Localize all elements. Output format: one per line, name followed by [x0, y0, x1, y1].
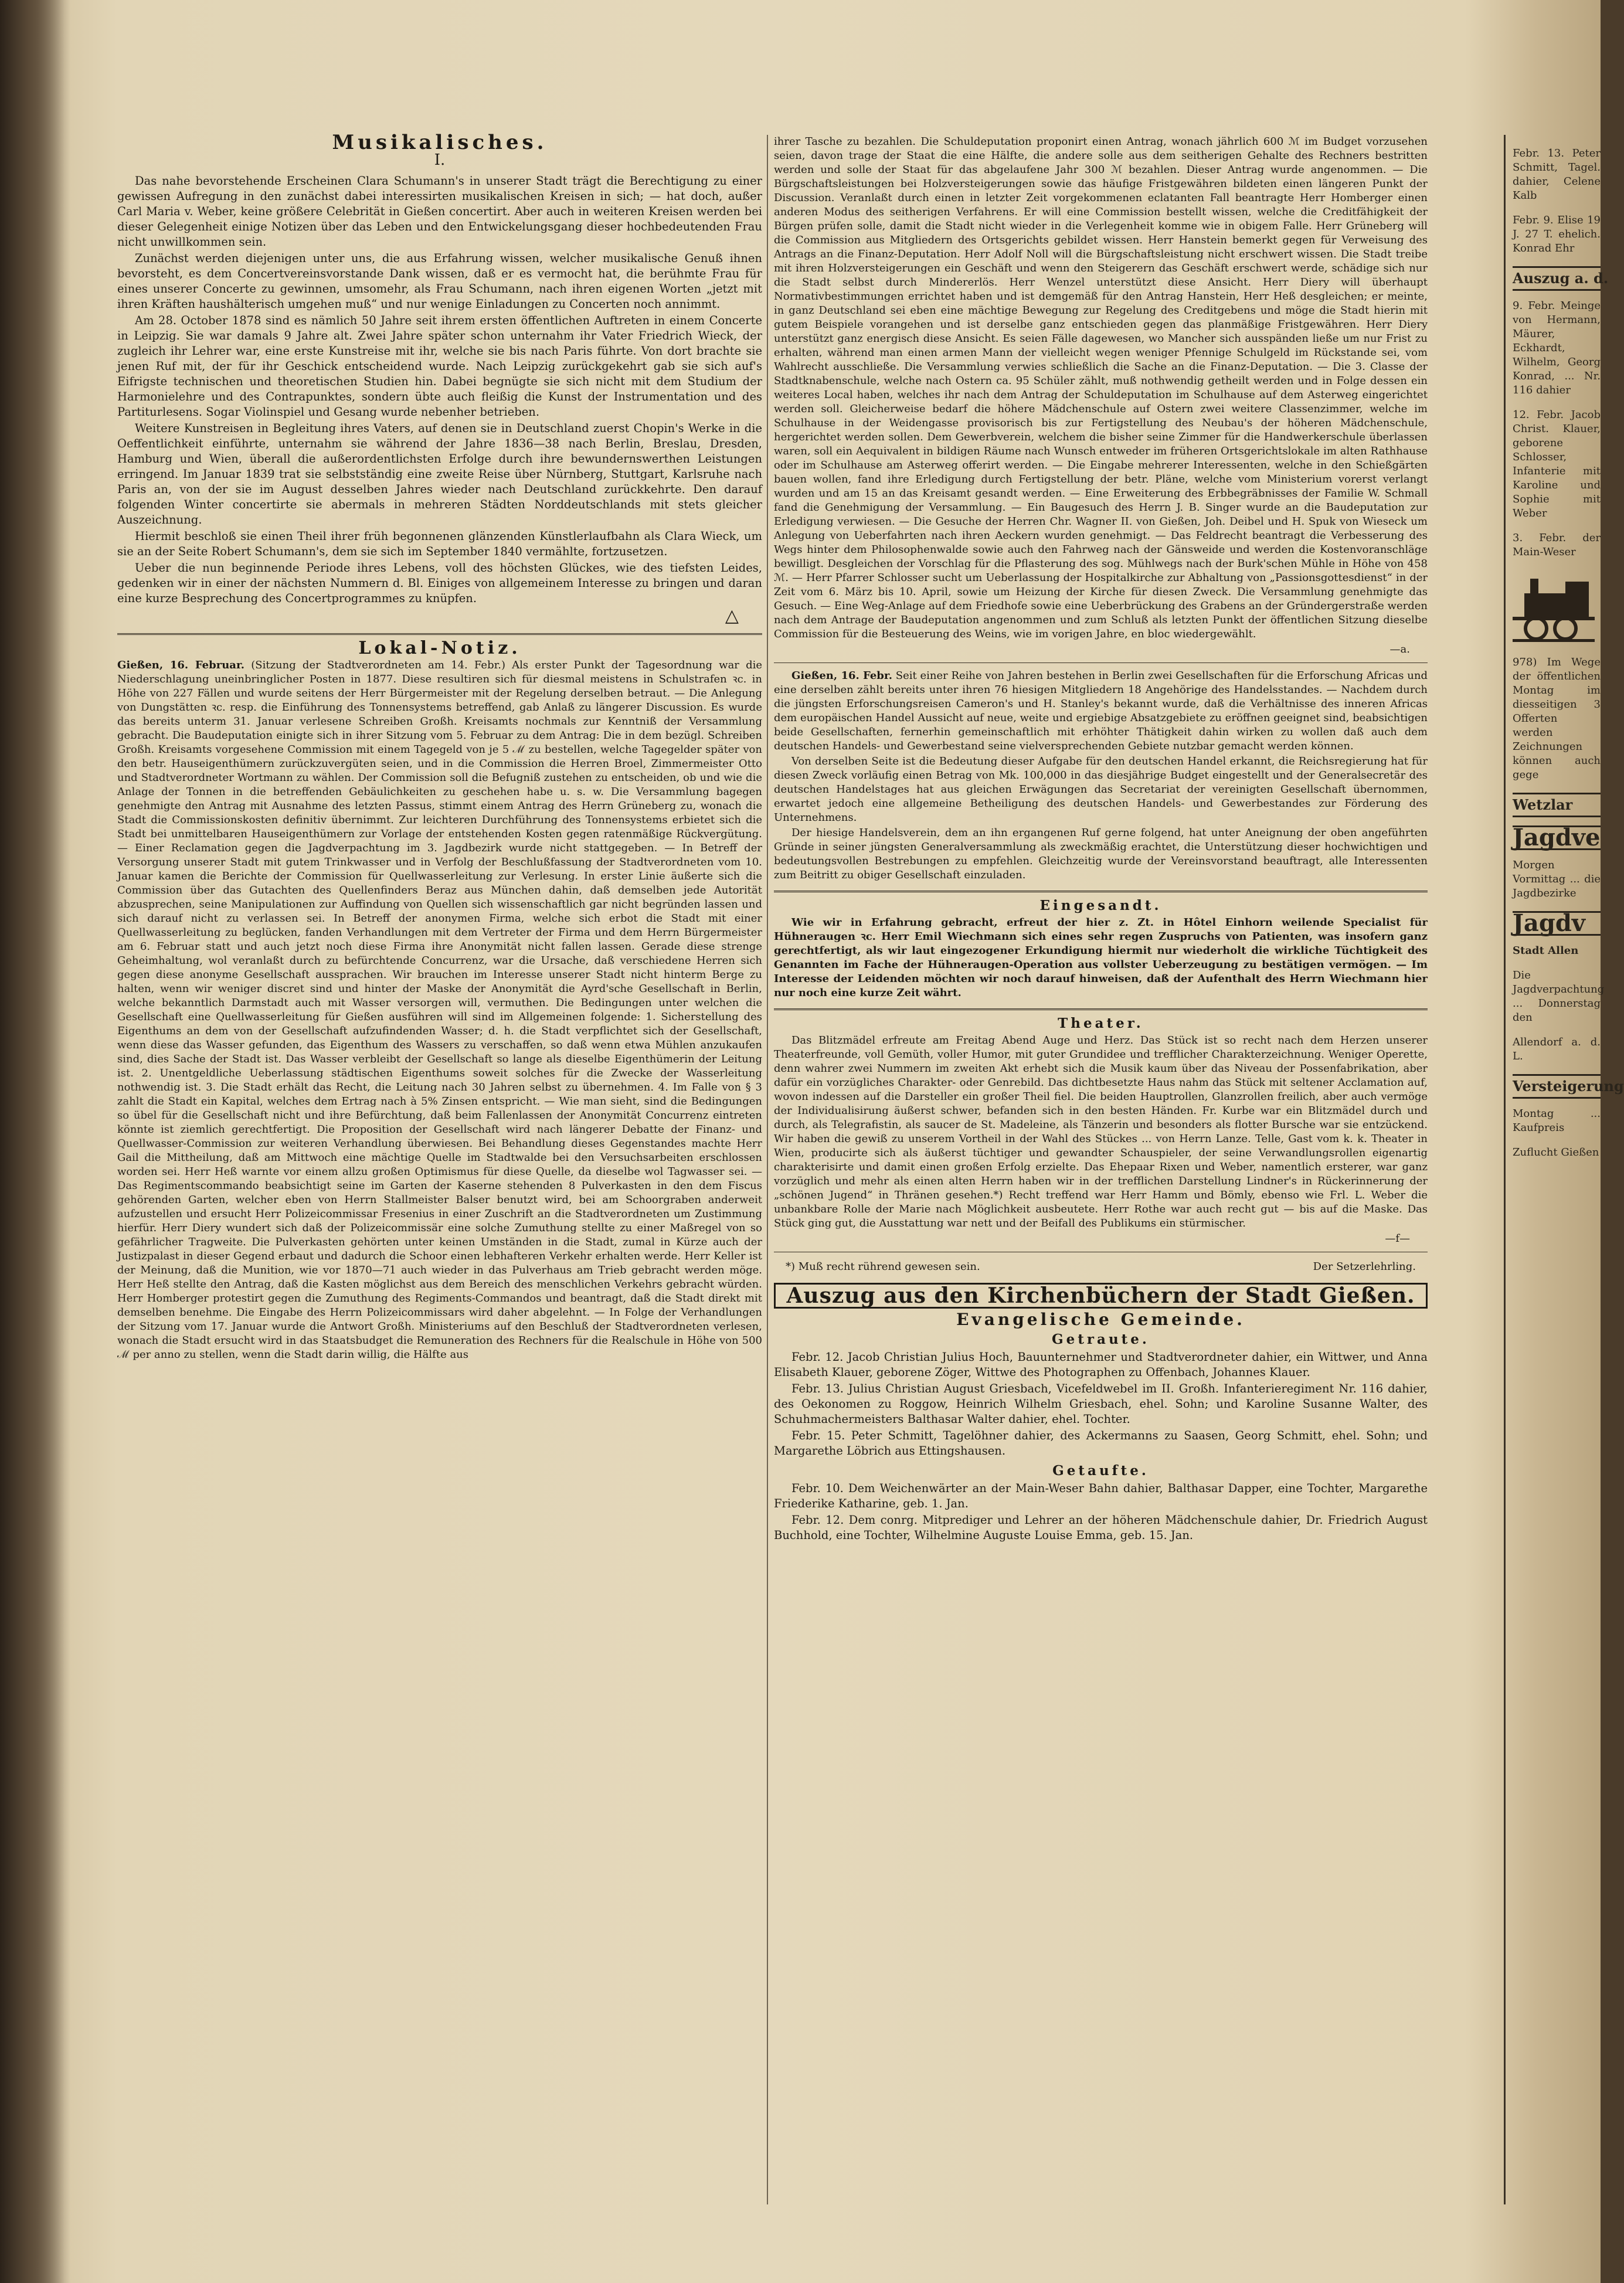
- getraute-entry: Febr. 15. Peter Schmitt, Tagelöhner dahier, des Ackermanns zu Saasen, Georg Schmitt, ehel. Sohn; und Margarethe Löbrich aus Ettingshausen.: [774, 1429, 1428, 1458]
- eingesandt-text: Wie wir in Erfahrung gebracht, erfreut der hier z. Zt. in Hôtel Einhorn weilende Specialist für Hühneraugen ꝛc. Herr Emil Wiechmann sich eines sehr regen Zuspruchs von Patienten, was insofern ganz gerechtfertigt, als wir laut eingezogener Erkundigung hiermit nur wiederholt die wirkliche Tüchtigkeit des Genannten im Fache der Hühneraugen-Operation aus vollster Ueberzeugung zu bestätigen vermögen. — Im Interesse der Leidenden möchten wir noch darauf hinweisen, daß der Aufenthalt des Herrn Wiechmann hier nur noch eine kurze Zeit währt.: [774, 916, 1428, 999]
- lokal-title: Lokal-Notiz.: [358, 638, 521, 658]
- edge-fragment: Stadt Allen: [1513, 945, 1579, 957]
- triangle-mark: △: [725, 606, 739, 626]
- section-rule: [774, 1008, 1428, 1010]
- eingesandt-title: Eingesandt.: [1039, 898, 1162, 913]
- edge-fragment: 978) Im Wege der öffentlichen Montag im diesseitigen 3 Offerten werden Zeichnungen können auch gege: [1513, 656, 1601, 781]
- edge-heading: Wetzlar: [1513, 793, 1601, 817]
- edge-fragment: 3. Febr. der Main-Weser: [1513, 532, 1601, 558]
- right-column: [774, 135, 1428, 1544]
- musik-paragraph: Das nahe bevorstehende Erscheinen Clara Schumann's in unserer Stadt trägt die Berechtigung zu einer gewissen Aufregung in den zunächst dabei interessirten musikalischen Kreisen in sich; — hat doch, außer Carl Maria v. Weber, keine größere Celebrität in Gießen concertirt. Aber auch in weiteren Kreisen werden bei dieser Gelegenheit einige Notizen über das Leben und den Entwickelungsgang dieser hochbedeutenden Frau nicht unwillkommen sein.: [117, 174, 762, 249]
- news-paragraph: Von derselben Seite ist die Bedeutung dieser Aufgabe für den deutschen Handel erkannt, die Reichsregierung hat für diesen Zweck vorläufig einen Betrag von Mk. 100,000 in das diesjährige Budget eingestellt und der Generalsecretär des deutschen Handelstages hat aus gleichen Erwägungen das Secretariat der vereinigten Gesellschaft übernommen, erwartet jedoch eine allgemeine Betheiligung des deutschen Handels- und Gewerbestandes zur Förderung des Unternehmens.: [774, 755, 1428, 824]
- edge-fragment: Febr. 9. Elise 19 J. 27 T. ehelich. Konrad Ehr: [1513, 214, 1601, 254]
- edge-fragment: Febr. 13. Peter Schmitt, Tagel. dahier, Celene Kalb: [1513, 147, 1601, 202]
- edge-fragment: Die Jagdverpachtung ... Donnerstag den: [1513, 969, 1605, 1024]
- section-rule: [117, 633, 762, 635]
- edge-heading: Jagdve: [1513, 824, 1601, 851]
- edge-fragment: Montag ... Kaufpreis: [1513, 1107, 1601, 1134]
- edge-heading: Jagdv: [1513, 911, 1601, 936]
- musik-paragraph: Weitere Kunstreisen in Begleitung ihres Vaters, auf denen sie in Deutschland zuerst Chopin's Werke in die Oeffentlichkeit einführte, unternahm sie während der Jahre 1836—38 nach Berlin, Breslau, Dresden, Hamburg und Wien, überall die außerordentlichsten Erfolge durch ihre bewundernswerthen Leistungen erringend. Im Januar 1839 trat sie selbstständig eine zweite Reise über Nürnberg, Stuttgart, Karlsruhe nach Paris an, von der sie im August desselben Jahres wieder nach Deutschland zurückkehrte. Den darauf folgenden Winter concertirte sie abermals in mehreren Städten Norddeutschlands mit stets gleicher Auszeichnung.: [117, 422, 762, 526]
- theater-title: Theater.: [1058, 1015, 1144, 1031]
- lokal-dateline: Gießen, 16. Februar.: [117, 659, 245, 671]
- lokal-continuation: ihrer Tasche zu bezahlen. Die Schuldeputation proponirt einen Antrag, wonach jährlich 600 ℳ im Budget vorzusehen seien, davon trage der Staat die eine Hälfte, die andere solle aus dem seitherigen Gehalte des Rechners bestritten werden und solle der Staat für das abgelaufene Jahr 300 ℳ bezahlen. Dieser Antrag wurde angenommen. — Die Bürgschaftsleistungen bei Holzversteigerungen sowie das häufige Fristgewähren bildeten einen längeren Punkt der Discussion. Veranlaßt durch einen in letzter Zeit vorgekommenen eclatanten Fall beantragte Herr Homberger einen anderen Modus des seitherigen Verfahrens. Er will eine Commission bestellt wissen, welche die Creditfähigkeit der Bürgen prüfen solle, damit die Stadt nicht wieder in die Verlegenheit komme wie in obigem Falle. Herr Grüneberg will die Commission aus Mitgliedern des Ortsgerichts gebildet wissen. Herr Hanstein bemerkt gegen für Verweisung des Antrags an die Finanz-Deputation. Herr Adolf Noll will die Bürgschaftsleistung nicht erschwert wissen. Die Stadt treibe mit ihren Holzversteigerungen ein Geschäft und wenn den Steigerern das Geschäft erschwert werde, schädige sich nur die Stadt selbst durch Mindererlös. Herr Wenzel unterstützt diese Ansicht. Herr Diery will überhaupt Normativbestimmungen errichtet haben und ist demgemäß für den Antrag Hanstein, Herr Heß desgleichen; er meinte, in ganz Deutschland sei eben eine mächtige Bewegung zur Regelung des Creditgebens und möge die Stadt hierin mit gutem Beispiele vorangehen und ist derselbe ganz entschieden gegen das planmäßige Fristgewähren. Herr Diery unterstützt ganz energisch diese Ansicht. Es seien Fälle dagewesen, wo Mancher sich ausspänden ließe um nur Frist zu erhalten, während man einen armen Mann der vielleicht wegen weniger Pfennige Schulgeld im Rückstande sei, vom Wahlrecht ausschließe. Die Versammlung verwies schließlich die Sache an die Finanz-Deputation. — Die 3. Classe der Stadtknabenschule, welche nach Ostern ca. 95 Schüler zählt, muß nothwendig getheilt werden und in Folge dessen ein weiteres Local haben, welches ihr nach dem Antrag der Schuldeputation im Schulhause auf dem Asterweg eingerichtet werden soll. Gleicherweise bedarf die höhere Mädchenschule auf Ostern zwei weitere Classenzimmer, welche im Schulhause in der Weidengasse provisorisch bis zur Fertigstellung des Neubau's der höheren Mädchenschule, hergerichtet werden sollen. Dem Gewerbverein, welchem die bisher seine Zimmer für die Handwerkerschule überlassen waren, soll ein Aequivalent in bildigen Räume nach Wunsch entweder im früheren Ortsgerichtslokale im alten Rathhause oder im Schulhause am Asterweg offerirt werden. — Die Eingabe mehrerer Interessenten, welche in den Schießgärten bauen wollen, fand ihre Erledigung durch Fertigstellung der betr. Pläne, welche vom Ministerium vorerst verlangt wurden und am 15 an das Kreisamt gesandt werden. — Eine Erweiterung des Erbbegräbnisses der Familie W. Schmall fand die Genehmigung der Versammlung. — Ein Baugesuch des Herrn J. B. Singer wurde an die Baudeputation zur Erledigung verwiesen. — Die Gesuche der Herren Chr. Wagner II. von Gießen, Joh. Deibel und H. Spuk von Wieseck um Anlegung von Ueberfahrten nach ihren Aeckern wurden genehmigt. — Das Feldrecht beantragt die Verbesserung des Wegs hinter dem Philosophenwalde sowie auch den Fahrweg nach der Gänsweide und werden die Kostenvoranschläge bewilligt. Desgleichen der Vorschlag für die Pflasterung des sog. Mühlwegs nach der Burk'schen Mühle in Höhe von 458 ℳ. — Herr Pfarrer Schlosser sucht um Ueberlassung der Hospitalkirche zur Abhaltung von „Passionsgottesdienst“ in der Zeit vom 6. März bis 10. April, sowie um Heizung der Kirche für diesen Zweck. Die Versammlung genehmigte das Gesuch. — Eine Weg-Anlage auf dem Friedhofe sowie eine Ueberbrückung des Grabens an der Gründergerstraße werden nach dem Antrage der Baudeputation angenommen und zum Schluß als letzten Punkt der öffentlichen Sitzung dieselbe Commission für die Besteuerung des Weins, wie im vorigen Jahre, en bloc wiedergewählt.: [774, 135, 1428, 640]
- edge-column: [1513, 147, 1624, 1170]
- book-gutter-shadow: [0, 0, 70, 2283]
- musik-number: I.: [434, 151, 446, 169]
- getaufte-title: Getaufte.: [1052, 1463, 1149, 1479]
- footnote-text: *) Muß recht rührend gewesen sein.: [786, 1261, 980, 1273]
- lokal-paragraph: (Sitzung der Stadtverordneten am 14. Febr.) Als erster Punkt der Tagesordnung war die Niederschlagung uneinbringlicher Posten in 1877. Diese resultiren sich für diesmal meistens in Schulstrafen ꝛc. in Höhe von 227 Fällen und wurde seitens der Herr Bürgermeister mit der Regelung derselben betraut. — Die Anlegung von Dungstätten ꝛc. resp. die Einführung des Tonnensystems betreffend, gab Anlaß zu längerer Discussion. Es wurde das bereits unterm 31. Januar verlesene Schreiben Großh. Kreisamts nochmals zur Kenntniß der Versammlung gebracht. Die Baudeputation einigte sich in ihrer Sitzung vom 5. Februar zu dem Antrag: Die in dem bezügl. Schreiben Großh. Kreisamts vorgesehene Commission mit einem Tagegeld von je 5 ℳ zu bestellen, welche Tagegelder später von den betr. Hauseigenthümern zurückzuvergüten seien, und in die Commission die Herren Broel, Zimmermeister Otto und Stadtverordneter Wortmann zu wählen. Der Commission soll die Befugniß zustehen zu entscheiden, ob und wie die Anlage der Tonnen in die betreffenden Gebäulichkeiten zu geschehen habe u. s. w. Die Versammlung bagegen genehmigte den Antrag mit Ausnahme des letzten Passus, stimmt einem Antrag des Herrn Grüneberg zu, wonach die Stadt die Commissionskosten definitiv übernimmt. Zur leichteren Durchführung des Tonnensystems erbietet sich die Stadt bei unmittelbaren Hauseigenthümern zur Vorlage der entstehenden Kosten gegen ratenmäßige Rückvergütung. — Einer Reclamation gegen die Jagdverpachtung im 3. Jagdbezirk wurde nicht stattgegeben. — In Betreff der Versorgung unserer Stadt mit gutem Trinkwasser und in Verfolg der Beschlußfassung der Stadtverordneten vom 10. Januar kamen die Berichte der Commission für Quellwasserleitung zur Verlesung. In erster Linie äußerte sich die Commission über das Gutachten des Quellenfinders Beraz aus München dahin, daß demselben jede Autorität abzusprechen, seine Manipulationen zur Auffindung von Quellen sich wissenschaftlich gar nicht begründen lassen und sich darauf nicht zu verlassen sei. In Betreff der anonymen Firma, welche sich erbot die Stadt mit einer Quellwasserleitung zu beglücken, fanden Verhandlungen mit dem Vertreter der Firma und dem Herrn Bürgermeister am 6. Februar statt und auch jetzt noch diese Firma ihre Anonymität nicht fallen lassen. Gerade diese strenge Geheimhaltung, wol veranlaßt durch zu befürchtende Concurrenz, war die Ursache, daß verschiedene Herren sich gegen diese anonyme Gesellschaft aussprachen. Wir brauchen im Interesse unserer Stadt nicht hinterm Berge zu halten, wenn wir weniger discret sind und hinter der Maske der Anonymität die Ayrd'sche Gesellschaft in Berlin, welche bekanntlich Darmstadt auch mit Wasser versorgen will, vermuthen. Die Bedingungen unter welchen die Gesellschaft eine Quellwasserleitung für Gießen ausführen will sind im Allgemeinen folgende: 1. Sicherstellung des Eigenthums an dem von der Gesellschaft aufzufindenden Wasser; d. h. die Stadt verpflichtet sich der Gesellschaft, wenn diese das Wasser gefunden, das Eigenthum des Wassers zu verschaffen, so daß wenn etwa Mühlen anzukaufen sind, dies Sache der Stadt ist. Das Wasser verbleibt der Gesellschaft so lange als dieselbe Eigenthümerin der Leitung ist. 2. Unentgeldliche Ueberlassung städtischen Eigenthums soweit solches für die Zwecke der Wasserleitung nothwendig ist. 3. Die Stadt erhält das Recht, die Leitung nach 30 Jahren selbst zu übernehmen. 4. Im Falle von § 3 zahlt die Stadt ein Kapital, welches dem Ertrag nach à 5% Zinsen entspricht. — Wie man sieht, sind die Bedingungen so übel für die Gesellschaft nicht und ihre Befürchtung, daß beim Fallenlassen der Anonymität Concurrenz eintreten könnte ist ziemlich gerechtfertigt. Die Proposition der Gesellschaft wird nach längerer Debatte der Finanz- und Quellwasser-Commission zur weiteren Verhandlung überwiesen. Bei Behandlung dieses Gegenstandes machte Herr Gail die Mittheilung, daß am Mittwoch eine mächtige Quelle im Stadtwalde bei den Versuchsarbeiten erschlossen worden sei. Herr Heß warnte vor einem allzu großen Optimismus für diese Quelle, da dieselbe wol Tagwasser sei. — Das Regimentscommando beabsichtigt seine im Garten der Kaserne stehenden 8 Pulverkasten in den dem Fiscus gehörenden Garten, welcher eben von Herrn Stallmeister Balser benutzt wird, bei am Schoorgraben anderweit aufzustellen und ersucht Herr Polizeicommissar Fresenius in einer Zuschrift an die Stadtverordneten um Zustimmung hierfür. Herr Diery wundert sich daß der Polizeicommissär eine solche Zumuthung stellte zu einer Maßregel von so gefährlicher Tragweite. Die Pulverkasten gehörten unter keinen Umständen in die Stadt, zumal in Kürze auch der Justizpalast in dieser Gegend erbaut und dadurch die Schoor einen lebhafteren Verkehr erhalten werde. Herr Keller ist der Meinung, daß die Munition, wie vor 1870—71 auch wieder in das Pulverhaus am Trieb gebracht werden möge. Herr Heß stellte den Antrag, daß die Kasten möglichst aus dem Bereich des menschlichen Verkehrs gebracht würden. Herr Homberger protestirt gegen die Zumuthung des Regiments-Commandos und beantragt, daß die Stadt direkt mit demselben benehme. Die Eingabe des Herrn Polizeicommissars wird daher abgelehnt. — In Folge der Verhandlungen der Sitzung vom 17. Januar wurde die Antwort Großh. Ministeriums auf den Beschluß der Stadtverordneten verlesen, wonach die Stadt ersucht wird in das Staatsbudget die Remuneration des Rechners für die Realschule in Höhe von 500 ℳ per anno zu stellen, wenn die Stadt darin willig, die Hälfte aus: [117, 659, 762, 1361]
- kirchen-subtitle: Evangelische Gemeinde.: [956, 1310, 1245, 1329]
- getaufte-entry: Febr. 10. Dem Weichenwärter an der Main-Weser Bahn dahier, Balthasar Dapper, eine Tochter, Margarethe Friederike Katharine, geb. 1. Jan.: [774, 1482, 1428, 1510]
- edge-heading: Auszug a. d.: [1513, 266, 1601, 291]
- edge-fragment: Allendorf a. d. L.: [1513, 1036, 1601, 1062]
- musik-paragraph: Zunächst werden diejenigen unter uns, die aus Erfahrung wissen, welcher musikalische Genuß ihnen bevorsteht, es dem Concertvereinsvorstande Dank wissen, daß er es vermocht hat, die berühmte Frau für eines unserer Concerte zu gewinnen, umsomehr, als Frau Schumann, nach ihren eigenen Worten „jetzt mit ihren Kräften haushälterisch umgehen muß“ und nur wenige Einladungen zu Concerten noch annimmt.: [117, 252, 762, 311]
- locomotive-illustration: [1513, 570, 1595, 646]
- getraute-entry: Febr. 12. Jacob Christian Julius Hoch, Bauunternehmer und Stadtverordneter dahier, ein Wittwer, und Anna Elisabeth Klauer, geborene Zöger, Wittwe des Photographen zu Offenbach, Johannes Klauer.: [774, 1350, 1428, 1379]
- theater-footnote: [786, 1259, 1416, 1275]
- section-rule: [774, 891, 1428, 892]
- news-paragraph: Der hiesige Handelsverein, dem an ihn ergangenen Ruf gerne folgend, hat unter Aneignung der oben angeführten Gründe in seiner jüngsten Generalversammlung als zweckmäßig erachtet, die Unterstützung dieser hochwichtigen und bedeutungsvollen Bestrebungen zu empfehlen. Gleichzeitig wurde der Vereinsvorstand beauftragt, alle Interessenten zum Beitritt zu obiger Gesellschaft einzuladen.: [774, 827, 1428, 881]
- edge-fragment: Morgen Vormittag ... die Jagdbezirke: [1513, 859, 1601, 899]
- edge-fragment: 9. Febr. Meinge von Hermann, Mäurer, Eckhardt, Wilhelm, Georg Konrad, ... Nr. 116 dahier: [1513, 300, 1601, 396]
- column-divider: [767, 135, 768, 2204]
- musik-title: Musikalisches.: [332, 131, 548, 154]
- musik-paragraph: Am 28. October 1878 sind es nämlich 50 Jahre seit ihrem ersten öffentlichen Auftreten in einem Concerte in Leipzig. Sie war damals 9 Jahre alt. Zwei Jahre später schon unternahm ihr Vater Friedrich Wieck, der zugleich ihr Lehrer war, eine erste Kunstreise mit ihr, welche sie bis nach Paris führte. Von dort brachte sie jenen Ruf mit, der für ihr Geschick entscheidend wurde. Nach Leipzig zurückgekehrt gab sie sich auf's Eifrigste technischen und theoretischen Studien hin. Dabei begnügte sie sich nicht mit dem Studium der Harmonielehre und des Contrapunktes, sondern übte auch fleißig die Kunst der Instrumentation und des Partiturlesens. Sogar Violinspiel und Gesang wurde nebenher betrieben.: [117, 314, 762, 419]
- edge-heading: Versteigerung: [1513, 1074, 1601, 1099]
- getraute-title: Getraute.: [1052, 1331, 1150, 1347]
- lokal-sign: —a.: [1389, 643, 1410, 655]
- kirchen-title: Auszug aus den Kirchenbüchern der Stadt Gießen.: [774, 1283, 1428, 1309]
- getaufte-entry: Febr. 12. Dem conrg. Mitprediger und Lehrer an der höheren Mädchenschule dahier, Dr. Friedrich August Buchhold, eine Tochter, Wilhelmine Auguste Louise Emma, geb. 15. Jan.: [774, 1513, 1428, 1542]
- left-column: [117, 131, 762, 1363]
- theater-text: Das Blitzmädel erfreute am Freitag Abend Auge und Herz. Das Stück ist so recht nach dem Herzen unserer Theaterfreunde, voll Gemüth, voller Humor, mit guter Grundidee und trefflicher Charakterzeichnung. Weniger Operette, denn wahrer zwei Nummern im zweiten Akt erhebt sich die Musik kaum über das Niveau der Possenfabrikation, aber dafür ein vorzügliches Charakter- oder Genrebild. Das dichtbesetzte Haus nahm das Stück mit seltener Acclamation auf, wovon indessen auf die Darsteller ein großer Theil fiel. Die beiden Hauptrollen, Glanzrollen freilich, aber auch vermöge der Individualisirung äußerst schwer, befanden sich in den besten Händen. Fr. Kurbe war ein Blitzmädel durch und durch, als Telegrafistin, als saucer de St. Madeleine, als Tänzerin und besonders als flotter Bursche war sie entzückend. Wir haben die gewiß zu unserem Vortheil in der Wahl des Stückes ... von Herrn Lanze. Telle, Gast vom k. k. Theater in Wien, producirte sich als äußerst tüchtiger und gewandter Schauspieler, der seine Verwandlungsrollen eigenartig charakterisirte und damit einen großen Erfolg erzielte. Das Ehepaar Rixen und Weber, namentlich ersterer, war ganz vorzüglich und mehr als einen alten Herrn haben wir in der trefflichen Darstellung Lindner's in Rückerinnerung der „schönen Jugend“ in Thränen gesehen.*) Recht treffend war Herr Hamm und Bömly, ebenso wie Frl. L. Weber die unbankbare Rolle der Marie nach Möglichkeit ausbeutete. Herr Rothe war auch recht gut — bis auf die Maske. Das Stück ging gut, die Ausstattung war nett und der Beifall des Publikums ein stürmischer.: [774, 1034, 1428, 1229]
- theater-sign: —f—: [1385, 1232, 1410, 1245]
- footnote-author: Der Setzerlehrling.: [1313, 1261, 1416, 1273]
- musik-paragraph: Ueber die nun beginnende Periode ihres Lebens, voll des höchsten Glückes, wie des tiefsten Leides, gedenken wir in einer der nächsten Nummern d. Bl. Einiges von allgemeinem Interesse zu bringen und daran eine kurze Besprechung des Concertprogrammes zu knüpfen.: [117, 561, 762, 605]
- edge-fragment: 12. Febr. Jacob Christ. Klauer, geborene Schlosser, Infanterie mit Karoline und Sophie mit Weber: [1513, 409, 1601, 519]
- getraute-entry: Febr. 13. Julius Christian August Griesbach, Vicefeldwebel im II. Großh. Infanterieregiment Nr. 116 dahier, des Oekonomen zu Roggow, Heinrich Wilhelm Griesbach, ehel. Sohn; und Karoline Susanne Walter, des Schuhmachermeisters Balthasar Walter dahier, ehel. Tochter.: [774, 1382, 1428, 1426]
- edge-fragment: Zuflucht Gießen: [1513, 1146, 1599, 1159]
- edge-column-divider: [1504, 135, 1506, 2204]
- news-dateline: Gießen, 16. Febr.: [791, 670, 892, 682]
- news-paragraph: Seit einer Reihe von Jahren bestehen in Berlin zwei Gesellschaften für die Erforschung Africas und eine derselben zählt bereits unter ihren 76 hiesigen Mitgliedern 18 Angehörige des Handelsstandes. — Nachdem durch die jüngsten Erforschungsreisen Cameron's und H. Stanley's bekannt wurde, daß die Verhältnisse des inneren Africas dem europäischen Handel Aussicht auf neue, weite und ergiebige Absatzgebiete zu eröffnen geeignet sind, beabsichtigen beide Gesellschaften, fernerhin gemeinschaftlich mit erhöhter Thätigkeit dahin wirken zu wollen daß auch dem deutschen Handels- und Gewerbestand seine vielversprechenden Gebiete nutzbar gemacht werden können.: [774, 670, 1428, 752]
- musik-paragraph: Hiermit beschloß sie einen Theil ihrer früh begonnenen glänzenden Künstlerlaufbahn als Clara Wieck, um sie an der Seite Robert Schumann's, dem sie sich im September 1840 vermählte, fortzusetzen.: [117, 529, 762, 558]
